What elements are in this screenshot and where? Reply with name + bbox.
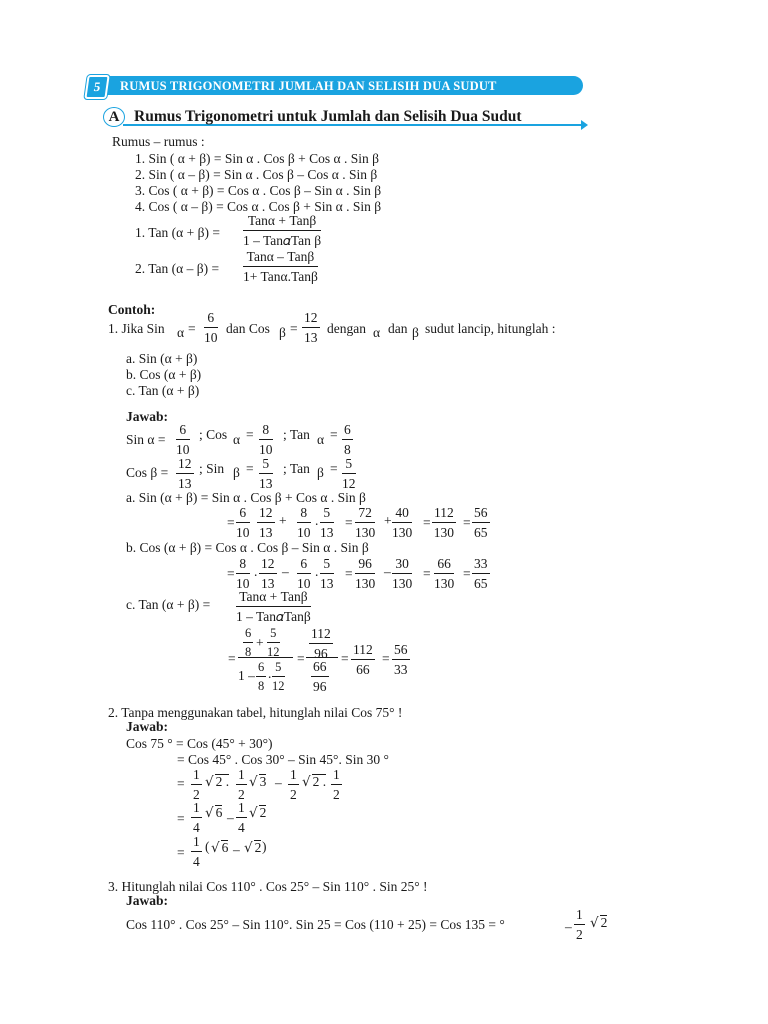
a-f1-den: 10 [236, 524, 250, 540]
tan-beta-fraction [342, 457, 356, 490]
q2-l4-b-num: 1 [236, 801, 247, 818]
q2-line1: Cos 75 ° = Cos (45° + 30°) [126, 736, 273, 751]
b-f5-den: 130 [355, 575, 376, 591]
answer-b-dot1: . [254, 564, 258, 579]
tan-beta-sym: β [317, 465, 324, 480]
formulas-intro: Rumus – rumus : [112, 134, 205, 149]
answer-b-eq1: = [227, 566, 235, 581]
q3-answer-root-val: 2 [600, 915, 608, 930]
cos-alpha-sym: α [233, 432, 241, 447]
answer-b-minus: – [282, 564, 289, 579]
q1-cos-den: 13 [304, 329, 318, 345]
b-f2-den: 13 [261, 575, 275, 591]
cos-beta-den: 13 [178, 475, 192, 491]
q3-answer-frac [574, 908, 585, 941]
c-bot-a-den: 8 [258, 678, 265, 693]
c-big-bot-den: 96 [313, 678, 327, 694]
q2-l3-frac-c [288, 768, 299, 801]
a-f2-den: 13 [259, 524, 273, 540]
cos-alpha-num: 8 [259, 423, 273, 440]
q2-l4-root1-val: 6 [215, 805, 223, 820]
answer-a-eq3: = [423, 515, 431, 530]
tan-diff-lhs: 2. Tan (α – β) = [135, 261, 220, 276]
answer-b-minus2: – [384, 564, 391, 579]
a-f6-den: 130 [392, 524, 413, 540]
c-big-bot-num: 66 [311, 660, 329, 677]
q2-l3-root3: √ 2 . [302, 774, 327, 790]
c-bot-one: 1 – [238, 668, 255, 683]
q2-line2: = Cos 45° . Cos 30° – Sin 45°. Sin 30 ° [177, 752, 389, 767]
c-bot-a-num: 6 [256, 661, 266, 677]
q2-l3-d-den: 2 [333, 786, 340, 802]
q2-l4-minus: – [227, 810, 234, 825]
c-r2-frac [392, 643, 410, 676]
q2-l3-root2: √ 3 [249, 774, 267, 790]
a-f2-num: 12 [257, 506, 275, 523]
c-bot-frac-a [256, 661, 266, 692]
tan-alpha-den: 8 [344, 441, 351, 457]
b-f3-den: 10 [297, 575, 311, 591]
answer-a-line: a. Sin (α + β) = Sin α . Cos β + Cos α . Sin β [126, 490, 366, 505]
formula-3: 3. Cos ( α + β) = Cos α . Cos β – Sin α . Sin β [135, 183, 382, 198]
c-top-plus: + [256, 635, 264, 650]
a-f7-den: 130 [433, 524, 454, 540]
q1-dan-cos: dan Cos [226, 321, 270, 336]
q2-l5-root2: √ 2 [244, 840, 262, 856]
q1-option-a: a. Sin (α + β) [126, 351, 198, 366]
b-f2-num: 12 [259, 557, 277, 574]
q1-dengan: dengan [327, 321, 366, 336]
tan-beta-lhs: ; Tan [283, 461, 310, 476]
q2-l3-a-den: 2 [193, 786, 200, 802]
tan-diff-denominator: 1+ Tanα.Tanβ [243, 268, 318, 284]
q2-jawab: Jawab: [126, 719, 169, 734]
c-bot-b-num: 5 [272, 661, 285, 677]
cos-beta-num: 12 [176, 457, 194, 474]
answer-c-lhs: c. Tan (α + β) = [126, 597, 211, 612]
section-title: Rumus Trigonometri untuk Jumlah dan Selisih Dua Sudut [134, 108, 522, 125]
answer-c-eq4: = [382, 651, 390, 666]
tan-sum-numerator: Tanα + Tanβ [243, 214, 321, 231]
b-f3-num: 6 [297, 557, 311, 574]
sin-alpha-num: 6 [176, 423, 190, 440]
b-f4-num: 5 [320, 557, 334, 574]
q2-l4-frac-a [191, 801, 202, 834]
tan-alpha-eq: = [330, 427, 338, 442]
formula-2: 2. Sin ( α – β) = Sin α . Cos β – Cos α . Sin β [135, 167, 378, 182]
q1-option-c: c. Tan (α + β) [126, 383, 200, 398]
tan-alpha-num: 6 [342, 423, 353, 440]
chapter-number-badge: 5 [84, 75, 109, 99]
q3-answer-line: Cos 110° . Cos 25° – Sin 110°. Sin 25 = Cos (110 + 25) = Cos 135 = ° [126, 917, 505, 932]
answer-c-den: 1 – Tan𝛼Tanβ [236, 608, 311, 624]
a-f1-num: 6 [236, 506, 250, 523]
sin-alpha-den: 10 [176, 441, 190, 457]
q2-l3-frac-b [236, 768, 247, 801]
c-top-b-num: 5 [267, 627, 280, 643]
c-big-top-frac [309, 627, 333, 660]
answer-b-dot2: . [315, 564, 319, 579]
a-f7-num: 112 [432, 506, 456, 523]
tan-diff-fraction [243, 250, 318, 283]
tan-sum-lhs: 1. Tan (α + β) = [135, 225, 220, 240]
q3-answer-den: 2 [576, 926, 583, 942]
b-f7-den: 130 [434, 575, 455, 591]
answer-a-frac4 [320, 506, 334, 539]
c-big-top-num: 112 [309, 627, 333, 644]
q2-l5-close: ) [262, 839, 267, 854]
q2-l3-root1-val: 2 . [215, 774, 230, 789]
cos-alpha-eq: = [246, 427, 254, 442]
q2-l3-frac-a [191, 768, 202, 801]
answer-c-eq2: = [297, 651, 305, 666]
q1-sin-num: 6 [204, 311, 218, 328]
q1-eq: = [188, 321, 196, 336]
cos-alpha-den: 10 [259, 441, 273, 457]
tan-alpha-sym: α [317, 432, 325, 447]
q1-suffix: sudut lancip, hitunglah : [425, 321, 556, 336]
answer-a-frac3 [297, 506, 311, 539]
answer-b-eq2: = [345, 566, 353, 581]
answer-b-frac4 [320, 557, 334, 590]
q3-answer-minus: – [565, 919, 572, 934]
tan-beta-den: 12 [342, 475, 356, 491]
sin-beta-num: 5 [259, 457, 273, 474]
answer-a-dot: . [315, 513, 319, 528]
answer-a-eq4: = [463, 515, 471, 530]
q2-l5-open: ( [205, 839, 210, 854]
cos-alpha-fraction [259, 423, 273, 456]
q2-l5-root2-val: 2 [254, 840, 262, 855]
q2-l4-root1: √ 6 [205, 805, 223, 821]
answer-b-frac2 [259, 557, 277, 590]
a-f4-den: 13 [320, 524, 334, 540]
c-big-bar [306, 657, 338, 658]
formula-1: 1. Sin ( α + β) = Sin α . Cos β + Cos α . Sin β [135, 151, 379, 166]
answer-a-eq1: = [227, 515, 235, 530]
answer-b-frac5 [355, 557, 375, 590]
q3-jawab: Jawab: [126, 893, 169, 908]
b-f5-num: 96 [355, 557, 375, 574]
jawab1-label: Jawab: [126, 409, 169, 424]
answer-a-frac7 [432, 506, 456, 539]
section-letter-badge: A [103, 107, 125, 127]
answer-c-eq3: = [341, 651, 349, 666]
a-f5-num: 72 [355, 506, 375, 523]
q2-text: 2. Tanpa menggunakan tabel, hitunglah nilai Cos 75° ! [108, 705, 403, 720]
q1-sin-den: 10 [204, 329, 218, 345]
answer-a-frac5 [355, 506, 375, 539]
q2-l3-root2-val: 3 [259, 774, 267, 789]
tan-beta-num: 5 [342, 457, 356, 474]
answer-b-line: b. Cos (α + β) = Cos α . Cos β – Sin α . Sin β [126, 540, 369, 555]
a-f8-num: 56 [472, 506, 490, 523]
answer-b-frac8 [472, 557, 490, 590]
c-r2-den: 33 [394, 661, 408, 677]
chapter-title: RUMUS TRIGONOMETRI JUMLAH DAN SELISIH DUA SUDUT [120, 79, 497, 93]
c-bot-frac-b [272, 661, 285, 692]
c-top-frac-a [243, 627, 253, 658]
q1-cos-fraction [302, 311, 320, 344]
c-top-a-den: 8 [245, 644, 252, 659]
q2-l5-a-num: 1 [191, 835, 202, 852]
answer-a-plus: + [279, 513, 287, 528]
q1-cos-num: 12 [302, 311, 320, 328]
section-arrow-icon [581, 120, 588, 130]
q3-answer-root: √ 2 [590, 915, 608, 931]
q2-l4-root2: √ 2 [249, 805, 267, 821]
sin-beta-fraction [259, 457, 273, 490]
q1-beta2: β [412, 325, 419, 340]
q2-l3-b-den: 2 [238, 786, 245, 802]
c-bot-dot: . [268, 666, 272, 681]
c-big-top-den: 96 [314, 645, 328, 661]
answer-c-num: Tanα + Tanβ [236, 590, 311, 607]
q2-l5-eq: = [177, 845, 185, 860]
tan-sum-denominator: 1 – Tan𝛼Tan β [243, 232, 322, 248]
answer-a-frac8 [472, 506, 490, 539]
a-f8-den: 65 [474, 524, 488, 540]
cos-beta-lhs: Cos β = [126, 465, 169, 480]
c-top-b-den: 12 [267, 644, 280, 659]
c-top-frac-b [267, 627, 280, 658]
answer-b-frac1 [236, 557, 250, 590]
q2-l5-a-den: 4 [193, 853, 200, 869]
answer-a-frac2 [257, 506, 275, 539]
c-top-a-num: 6 [243, 627, 253, 643]
q2-l4-a-num: 1 [191, 801, 202, 818]
sin-beta-eq: = [246, 461, 254, 476]
a-f3-den: 10 [297, 524, 311, 540]
sin-alpha-fraction [176, 423, 190, 456]
answer-a-frac6 [392, 506, 412, 539]
tan-alpha-lhs: ; Tan [283, 427, 310, 442]
q2-l4-eq: = [177, 811, 185, 826]
q3-answer-num: 1 [574, 908, 585, 925]
q2-l4-a-den: 4 [193, 819, 200, 835]
cos-alpha-lhs: ; Cos [199, 427, 228, 442]
answer-b-frac3 [297, 557, 311, 590]
answer-b-frac7 [434, 557, 454, 590]
q2-l4-b-den: 4 [238, 819, 245, 835]
q2-l5-root1-val: 6 [221, 840, 229, 855]
c-bot-b-den: 12 [272, 678, 285, 693]
formula-4: 4. Cos ( α – β) = Cos α . Cos β + Sin α . Sin β [135, 199, 382, 214]
b-f1-num: 8 [236, 557, 250, 574]
answer-a-frac1 [236, 506, 250, 539]
sin-beta-den: 13 [259, 475, 273, 491]
answer-a-eq2: = [345, 515, 353, 530]
q2-l4-frac-b [236, 801, 247, 834]
c-big-bot-frac [311, 660, 329, 693]
tan-alpha-fraction [342, 423, 353, 456]
q2-l5-root1: √ 6 [211, 840, 229, 856]
answer-c-fraction [236, 590, 311, 623]
q2-l3-frac-d [331, 768, 342, 801]
b-f8-den: 65 [474, 575, 488, 591]
q2-l4-root2-val: 2 [259, 805, 267, 820]
b-f8-num: 33 [472, 557, 490, 574]
c-main-bar [238, 657, 293, 658]
q2-l5-frac-a [191, 835, 202, 868]
q1-eq2: = [290, 321, 298, 336]
q2-l5-minus: – [233, 842, 240, 857]
q1-option-b: b. Cos (α + β) [126, 367, 202, 382]
tan-diff-numerator: Tanα – Tanβ [243, 250, 318, 267]
b-f6-den: 130 [392, 575, 413, 591]
contoh-heading: Contoh: [108, 302, 156, 317]
answer-b-eq4: = [463, 566, 471, 581]
q2-l3-minus: – [275, 775, 282, 790]
a-f6-num: 40 [392, 506, 412, 523]
b-f6-num: 30 [392, 557, 412, 574]
c-r1-num: 112 [351, 643, 375, 660]
q2-l3-d-num: 1 [331, 768, 342, 785]
q2-l3-eq: = [177, 776, 185, 791]
q1-beta: β [279, 325, 286, 340]
a-f4-num: 5 [320, 506, 334, 523]
sin-beta-lhs: ; Sin [199, 461, 225, 476]
a-f3-num: 8 [297, 506, 311, 523]
sin-beta-sym: β [233, 465, 240, 480]
q2-l3-root1: √ 2 . [205, 774, 230, 790]
q2-l3-c-num: 1 [288, 768, 299, 785]
b-f7-num: 66 [434, 557, 454, 574]
q1-alpha: α [177, 325, 185, 340]
q2-l3-b-num: 1 [236, 768, 247, 785]
q2-l3-c-den: 2 [290, 786, 297, 802]
q1-prefix: 1. Jika Sin [108, 321, 165, 336]
q3-text: 3. Hitunglah nilai Cos 110° . Cos 25° – Sin 110° . Sin 25° ! [108, 879, 428, 894]
sin-alpha-lhs: Sin α = [126, 432, 166, 447]
q2-l3-a-num: 1 [191, 768, 202, 785]
answer-b-frac6 [392, 557, 412, 590]
c-r2-num: 56 [392, 643, 410, 660]
q1-sin-fraction [204, 311, 218, 344]
cos-beta-fraction [176, 457, 194, 490]
answer-a-plus2: + [384, 513, 392, 528]
c-r1-frac [351, 643, 375, 676]
answer-c-eq1: = [228, 651, 236, 666]
q1-dan: dan [388, 321, 408, 336]
q2-l3-root3-val: 2 . [312, 774, 327, 789]
b-f4-den: 13 [320, 575, 334, 591]
c-r1-den: 66 [356, 661, 370, 677]
q1-alpha2: α [373, 325, 381, 340]
tan-sum-fraction [243, 214, 321, 247]
a-f5-den: 130 [355, 524, 376, 540]
tan-beta-eq: = [330, 461, 338, 476]
answer-b-eq3: = [423, 566, 431, 581]
b-f1-den: 10 [236, 575, 250, 591]
